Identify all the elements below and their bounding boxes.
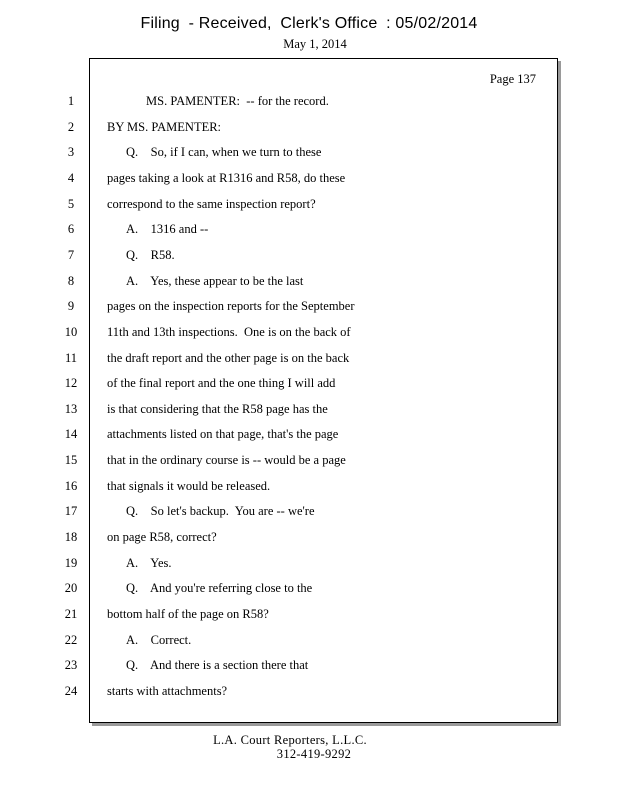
line-number: 21	[64, 607, 78, 621]
transcript-line: pages taking a look at R1316 and R58, do these	[107, 170, 346, 185]
received-label: - Received,	[188, 15, 272, 32]
page-number: Page 137	[489, 72, 536, 86]
line-number: 22	[64, 632, 78, 647]
line-number: 19	[64, 555, 78, 570]
line-number: 7	[67, 247, 75, 262]
transcript-line: BY MS. PAMENTER:	[107, 119, 222, 134]
transcript-line: on page R58, correct?	[107, 530, 217, 545]
line-number: 14	[64, 427, 78, 442]
line-number: 23	[64, 658, 78, 673]
transcript-line: pages on the inspection reports for the September	[107, 299, 355, 314]
line-number: 15	[64, 453, 78, 468]
transcript-line: that signals it would be released.	[107, 478, 271, 493]
transcript-line: Q. So let's backup. You are -- we're	[126, 504, 315, 519]
hearing-date: May 1, 2014	[283, 37, 347, 51]
transcript-line: is that considering that the R58 page has the	[107, 401, 328, 416]
line-number: 5	[67, 196, 75, 211]
line-number: 1	[67, 94, 75, 108]
transcript-line: starts with attachments?	[107, 683, 228, 698]
line-number: 8	[67, 273, 75, 288]
transcript-line: A. 1316 and --	[126, 222, 209, 237]
transcript-line: correspond to the same inspection report?	[107, 196, 316, 211]
line-number: 10	[64, 324, 78, 339]
line-number: 12	[64, 376, 78, 391]
line-number: 6	[67, 222, 75, 237]
transcript-line: of the final report and the one thing I will add	[107, 376, 336, 391]
transcript-line: Q. And you're referring close to the	[126, 581, 313, 596]
transcript-line: A. Yes.	[126, 555, 172, 570]
reporter-phone: 312-419-9292	[276, 747, 352, 761]
line-number: 4	[67, 170, 75, 185]
line-number: 20	[64, 581, 78, 596]
transcript-line: attachments listed on that page, that's the page	[107, 427, 339, 442]
transcript-line: MS. PAMENTER: -- for the record.	[146, 94, 329, 108]
line-number: 24	[64, 683, 78, 698]
transcript-line: bottom half of the page on R58?	[107, 607, 269, 621]
transcript-line: Q. And there is a section there that	[126, 658, 309, 673]
transcript-line: Q. R58.	[126, 247, 175, 262]
line-number: 16	[64, 478, 78, 493]
transcript-line: Q. So, if I can, when we turn to these	[126, 145, 322, 160]
line-number: 13	[64, 401, 78, 416]
transcript-line: A. Yes, these appear to be the last	[126, 273, 304, 288]
clerks-office-label: Clerk's Office	[280, 15, 378, 32]
filing-label: Filing	[140, 15, 180, 32]
transcript-line: 11th and 13th inspections. One is on the back of	[107, 324, 351, 339]
filing-stamp-header	[0, 15, 618, 33]
line-number: 11	[64, 350, 78, 365]
line-number: 3	[67, 145, 75, 160]
transcript-line: the draft report and the other page is on the back	[107, 350, 350, 365]
transcript-line: that in the ordinary course is -- would be a page	[107, 453, 346, 468]
reporter-company: L.A. Court Reporters, L.L.C.	[213, 733, 367, 747]
line-number: 18	[64, 530, 78, 545]
transcript-line: A. Correct.	[126, 632, 192, 647]
line-number: 2	[67, 119, 75, 134]
filing-date: : 05/02/2014	[386, 15, 478, 32]
line-number: 9	[67, 299, 75, 314]
line-number: 17	[64, 504, 78, 519]
